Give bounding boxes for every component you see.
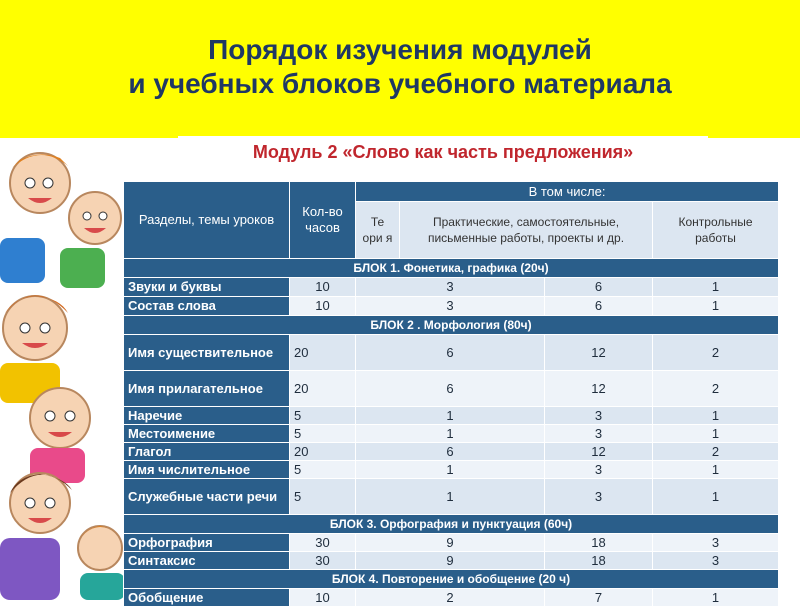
col-header-practice: Практические, самостоятельные, письменные работы, проекты и др. [400,202,653,259]
block-header: БЛОК 3. Орфография и пунктуация (60ч) [124,515,779,534]
block-header: БЛОК 4. Повторение и обобщение (20 ч) [124,570,779,589]
hours-cell: 10 [290,589,356,607]
practice-cell: 6 [545,297,653,316]
topic-name: Имя числительное [124,461,290,479]
control-cell: 1 [653,278,779,297]
control-cell: 1 [653,297,779,316]
theory-cell: 1 [356,479,545,515]
topic-name: Звуки и буквы [124,278,290,297]
theory-cell: 3 [356,297,545,316]
col-header-including: В том числе: [356,182,779,202]
practice-cell: 3 [545,407,653,425]
theory-cell: 9 [356,552,545,570]
hours-cell: 20 [290,371,356,407]
topic-name: Местоимение [124,425,290,443]
col-header-hours: Кол-во часов [290,182,356,259]
hours-cell: 30 [290,534,356,552]
practice-cell: 12 [545,443,653,461]
control-cell: 1 [653,479,779,515]
theory-cell: 6 [356,443,545,461]
topic-name: Имя существительное [124,335,290,371]
theory-cell: 1 [356,425,545,443]
practice-cell: 12 [545,335,653,371]
theory-cell: 2 [356,589,545,607]
practice-cell: 7 [545,589,653,607]
hours-cell: 30 [290,552,356,570]
topic-name: Глагол [124,443,290,461]
hours-cell: 10 [290,297,356,316]
hours-cell: 10 [290,278,356,297]
practice-cell: 12 [545,371,653,407]
practice-cell: 3 [545,425,653,443]
control-cell: 3 [653,552,779,570]
topic-name: Служебные части речи [124,479,290,515]
practice-cell: 3 [545,479,653,515]
topic-name: Наречие [124,407,290,425]
cartoon-children-illustration [0,138,130,600]
control-cell: 2 [653,371,779,407]
practice-cell: 18 [545,534,653,552]
control-cell: 2 [653,335,779,371]
hours-cell: 20 [290,335,356,371]
hours-cell: 5 [290,407,356,425]
topic-name: Состав слова [124,297,290,316]
control-cell: 1 [653,425,779,443]
control-cell: 2 [653,443,779,461]
hours-cell: 5 [290,461,356,479]
hours-cell: 20 [290,443,356,461]
topic-name: Имя прилагательное [124,371,290,407]
control-cell: 1 [653,589,779,607]
slide-title [0,33,800,101]
control-cell: 3 [653,534,779,552]
theory-cell: 1 [356,407,545,425]
topic-name: Обобщение [124,589,290,607]
practice-cell: 3 [545,461,653,479]
topic-name: Орфография [124,534,290,552]
theory-cell: 1 [356,461,545,479]
theory-cell: 9 [356,534,545,552]
module-subtitle: Модуль 2 «Слово как часть предложения» [252,142,634,162]
title-line-1: Порядок изучения модулей [208,34,592,65]
modules-table [123,181,779,607]
hours-cell: 5 [290,425,356,443]
block-header: БЛОК 2 . Морфология (80ч) [124,316,779,335]
topic-name: Синтаксис [124,552,290,570]
block-header: БЛОК 1. Фонетика, графика (20ч) [124,259,779,278]
title-line-2: и учебных блоков учебного материала [128,68,672,99]
theory-cell: 6 [356,335,545,371]
col-header-theory: Те ори я [356,202,400,259]
practice-cell: 18 [545,552,653,570]
practice-cell: 6 [545,278,653,297]
control-cell: 1 [653,407,779,425]
col-header-control: Контрольные работы [653,202,779,259]
theory-cell: 6 [356,371,545,407]
col-header-topics: Разделы, темы уроков [124,182,290,259]
theory-cell: 3 [356,278,545,297]
hours-cell: 5 [290,479,356,515]
control-cell: 1 [653,461,779,479]
